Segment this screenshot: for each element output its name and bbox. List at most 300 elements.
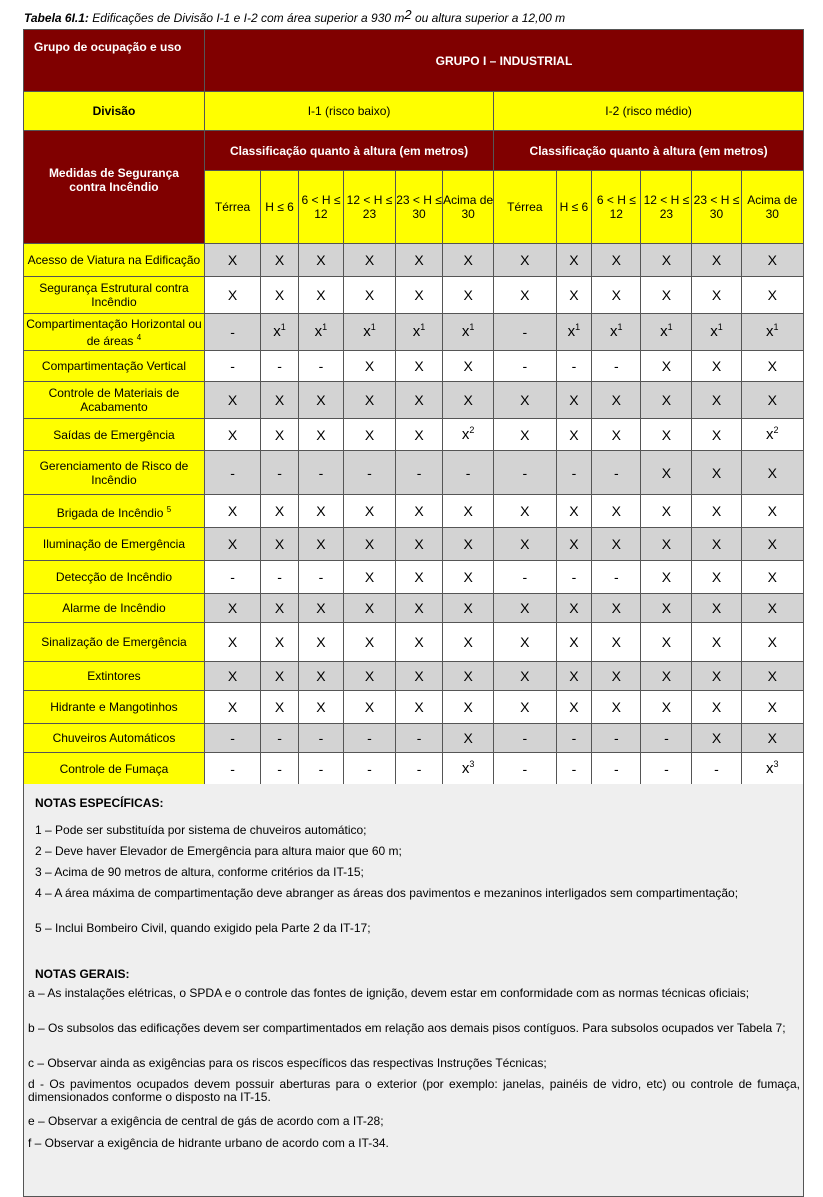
table-row	[24, 351, 804, 382]
cell-value: X	[443, 724, 494, 753]
cell-mark: x	[363, 323, 371, 340]
table-row	[24, 451, 804, 495]
cell-value: -	[556, 351, 592, 382]
cell-value: X	[692, 451, 741, 495]
cell-value: X	[343, 561, 395, 594]
height-class-i1-3: 12 < H ≤ 23	[343, 171, 395, 244]
cell-value: X	[692, 382, 741, 419]
cell-value: X	[443, 244, 494, 277]
cell-value: -	[556, 724, 592, 753]
cell-value: X	[641, 623, 692, 662]
cell-value: X	[204, 623, 260, 662]
cell-value: X	[741, 528, 803, 561]
cell-mark: x	[461, 760, 470, 777]
cell-value: X	[443, 691, 494, 724]
caption-tail: ou altura superior a 12,00 m	[411, 11, 566, 25]
cell-value: -	[261, 351, 299, 382]
cell-value: X	[261, 277, 299, 314]
cell-value: -	[494, 753, 556, 786]
cell-value	[592, 314, 641, 351]
cell-value: X	[443, 528, 494, 561]
cell-value: X	[204, 594, 260, 623]
cell-value: -	[204, 451, 260, 495]
cell-value: X	[396, 623, 443, 662]
cell-value: X	[343, 244, 395, 277]
cell-value	[556, 314, 592, 351]
cell-value: X	[298, 382, 343, 419]
row-label	[24, 314, 205, 351]
height-class-i2-1: H ≤ 6	[556, 171, 592, 244]
row-label-text: Alarme de Incêndio	[62, 601, 166, 615]
cell-value: X	[204, 277, 260, 314]
cell-value: -	[396, 753, 443, 786]
cell-value: X	[592, 277, 641, 314]
cell-value	[443, 753, 494, 786]
cell-value: X	[592, 691, 641, 724]
cell-value: -	[261, 561, 299, 594]
row-label	[24, 528, 205, 561]
cell-value: X	[556, 277, 592, 314]
cell-value: X	[592, 528, 641, 561]
cell-footnote: 1	[717, 322, 723, 332]
cell-value: -	[261, 451, 299, 495]
table-row	[24, 623, 804, 662]
cell-value: X	[494, 662, 556, 691]
cell-mark: x	[273, 323, 281, 340]
row-label-text: Compartimentação Vertical	[41, 359, 186, 373]
cell-footnote: 1	[370, 322, 376, 332]
row-label-footnote: 4	[136, 332, 142, 342]
cell-footnote: 3	[469, 759, 475, 769]
row-label-text: Compartimentação Horizontal ou de áreas	[26, 316, 202, 348]
cell-value: X	[592, 382, 641, 419]
cell-value: X	[298, 419, 343, 451]
cell-value: X	[396, 382, 443, 419]
divisao-label: Divisão	[24, 92, 205, 131]
cell-value: -	[592, 724, 641, 753]
notas-especificas-title: NOTAS ESPECÍFICAS:	[35, 796, 164, 810]
nota-geral-f: f – Observar a exigência de hidrante urbano de acordo com a IT-34.	[28, 1136, 389, 1150]
cell-value: -	[298, 561, 343, 594]
cell-value: -	[204, 314, 260, 351]
cell-value: X	[298, 691, 343, 724]
row-label	[24, 561, 205, 594]
cell-value: X	[556, 495, 592, 528]
cell-value: X	[396, 594, 443, 623]
cell-value	[443, 419, 494, 451]
cell-footnote: 1	[420, 322, 426, 332]
notas-gerais-title: NOTAS GERAIS:	[35, 967, 130, 981]
nota-especifica-2: 2 – Deve haver Elevador de Emergência para altura maior que 60 m;	[35, 844, 402, 858]
cell-value: X	[204, 419, 260, 451]
cell-value: X	[343, 594, 395, 623]
cell-value: X	[343, 351, 395, 382]
row-label-text: Detecção de Incêndio	[55, 570, 172, 584]
cell-value: -	[592, 351, 641, 382]
grupo-value: GRUPO I – INDUSTRIAL	[204, 30, 803, 92]
row-label	[24, 419, 205, 451]
row-label	[24, 451, 205, 495]
caption-text: Edificações de Divisão I-1 e I-2 com área superior a 930 m	[92, 11, 405, 25]
row-label	[24, 662, 205, 691]
cell-value: X	[741, 724, 803, 753]
cell-value: X	[443, 382, 494, 419]
cell-value: X	[343, 277, 395, 314]
row-label	[24, 753, 205, 786]
row-label	[24, 724, 205, 753]
cell-value: X	[556, 594, 592, 623]
nota-especifica-3: 3 – Acima de 90 metros de altura, conforme critérios da IT-15;	[35, 865, 364, 879]
cell-footnote: 1	[322, 322, 328, 332]
height-class-i1-4: 23 < H ≤ 30	[396, 171, 443, 244]
cell-value: X	[592, 495, 641, 528]
cell-value: X	[641, 382, 692, 419]
cell-value: X	[443, 662, 494, 691]
cell-value: X	[204, 382, 260, 419]
cell-value: X	[261, 623, 299, 662]
cell-value: X	[592, 244, 641, 277]
cell-value: -	[556, 451, 592, 495]
height-class-i1-1: H ≤ 6	[261, 171, 299, 244]
cell-footnote: 2	[773, 424, 779, 435]
cell-mark: x	[660, 323, 668, 340]
cell-value	[641, 314, 692, 351]
cell-value: -	[204, 753, 260, 786]
cell-value: X	[204, 495, 260, 528]
height-class-i2-2: 6 < H ≤ 12	[592, 171, 641, 244]
cell-value: X	[592, 419, 641, 451]
cell-value: X	[641, 451, 692, 495]
row-label-text: Acesso de Viatura na Edificação	[27, 253, 201, 267]
cell-value: X	[641, 691, 692, 724]
division-i2: I-2 (risco médio)	[494, 92, 804, 131]
nota-especifica-1: 1 – Pode ser substituída por sistema de chuveiros automático;	[35, 823, 367, 837]
height-class-i1-0: Térrea	[204, 171, 260, 244]
nota-geral-b: b – Os subsolos das edificações devem ser compartimentados em relação aos demais pisos contíguos. Para subsolos ocupados ver Tabela 7;	[28, 1021, 786, 1035]
table-row	[24, 662, 804, 691]
cell-mark: x	[461, 425, 470, 443]
cell-mark: x	[314, 323, 323, 340]
cell-value: X	[692, 277, 741, 314]
row-label-text: Controle de Fumaça	[59, 762, 169, 776]
cell-value: X	[396, 351, 443, 382]
cell-value: X	[343, 495, 395, 528]
nota-geral-a: a – As instalações elétricas, o SPDA e o controle das fontes de ignição, devem estar em conformidade com as normas técnicas oficiais;	[28, 986, 750, 1000]
height-class-i2-4: 23 < H ≤ 30	[692, 171, 741, 244]
cell-value: X	[298, 623, 343, 662]
cell-value: X	[343, 691, 395, 724]
row-label	[24, 691, 205, 724]
row-label	[24, 495, 205, 528]
cell-value: X	[396, 691, 443, 724]
cell-value: X	[556, 382, 592, 419]
cell-mark: x	[567, 323, 576, 340]
cell-value: X	[692, 724, 741, 753]
row-label-text: Controle de Materiais de Acabamento	[48, 386, 180, 414]
cell-value: X	[494, 277, 556, 314]
row-label-text: Saídas de Emergência	[53, 427, 175, 442]
cell-value: -	[396, 451, 443, 495]
cell-value	[741, 314, 803, 351]
cell-value: X	[204, 528, 260, 561]
table-row	[24, 495, 804, 528]
cell-value: X	[261, 382, 299, 419]
cell-value	[692, 314, 741, 351]
table-row	[24, 594, 804, 623]
cell-value: X	[556, 419, 592, 451]
cell-value: X	[261, 419, 299, 451]
cell-value: X	[641, 528, 692, 561]
cell-value: X	[556, 623, 592, 662]
cell-footnote: 1	[469, 322, 475, 332]
cell-value: X	[741, 277, 803, 314]
cell-value: -	[443, 451, 494, 495]
cell-value: X	[494, 244, 556, 277]
cell-mark: x	[412, 323, 421, 340]
cell-value: X	[494, 623, 556, 662]
height-class-i1-2: 6 < H ≤ 12	[298, 171, 343, 244]
cell-value: -	[298, 351, 343, 382]
cell-value: -	[494, 351, 556, 382]
cell-value	[443, 314, 494, 351]
requirements-table	[23, 29, 804, 786]
cell-value: X	[641, 662, 692, 691]
table-row	[24, 561, 804, 594]
cell-value: X	[261, 244, 299, 277]
cell-value: X	[641, 244, 692, 277]
cell-value: -	[556, 561, 592, 594]
row-label	[24, 244, 205, 277]
nota-especifica-4: 4 – A área máxima de compartimentação deve abranger as áreas dos pavimentos e mezaninos interligados sem compartimentação;	[35, 886, 739, 900]
cell-value: X	[396, 277, 443, 314]
cell-value: X	[396, 495, 443, 528]
cell-footnote: 2	[469, 424, 475, 435]
cell-value: -	[592, 561, 641, 594]
cell-value: -	[494, 451, 556, 495]
cell-value: -	[298, 753, 343, 786]
nota-geral-d: d - Os pavimentos ocupados devem possuir aberturas para o exterior (por exemplo: janelas, painéis de vidro, etc) ou controle de fumaça, dimensionados conforme o disposto na IT-15.	[28, 1077, 800, 1104]
cell-value: X	[343, 623, 395, 662]
grupo-label: Grupo de ocupação e uso	[24, 30, 205, 92]
height-class-i1-5: Acima de 30	[443, 171, 494, 244]
cell-mark: x	[610, 323, 618, 340]
cell-value: X	[343, 528, 395, 561]
cell-value: X	[494, 528, 556, 561]
cell-value: X	[741, 691, 803, 724]
cell-value: -	[298, 451, 343, 495]
notes-section	[23, 784, 804, 1197]
cell-value: X	[298, 594, 343, 623]
table-caption	[24, 7, 566, 25]
nota-geral-c: c – Observar ainda as exigências para os riscos específicos das respectivas Instruções Técnicas;	[28, 1056, 547, 1070]
cell-value: X	[692, 495, 741, 528]
row-label-text: Sinalização de Emergência	[41, 635, 187, 649]
cell-value: -	[592, 753, 641, 786]
cell-value: X	[641, 277, 692, 314]
cell-mark: x	[461, 323, 470, 340]
cell-footnote: 1	[667, 322, 673, 332]
cell-value: -	[261, 753, 299, 786]
height-class-i2-3: 12 < H ≤ 23	[641, 171, 692, 244]
cell-mark: x	[766, 323, 774, 340]
cell-value: X	[692, 623, 741, 662]
table-row	[24, 724, 804, 753]
cell-value: X	[556, 691, 592, 724]
caption-sup: 2	[404, 7, 412, 22]
height-class-i2-0: Térrea	[494, 171, 556, 244]
cell-value: X	[641, 594, 692, 623]
cell-value	[741, 753, 803, 786]
cell-value: X	[298, 662, 343, 691]
cell-value: -	[343, 451, 395, 495]
cell-value: X	[443, 277, 494, 314]
cell-value: X	[741, 561, 803, 594]
row-label-footnote: 5	[166, 504, 172, 514]
cell-value: X	[641, 351, 692, 382]
cell-footnote: 3	[773, 759, 779, 769]
table-row	[24, 382, 804, 419]
row-label-text: Brigada de Incêndio	[56, 505, 164, 520]
cell-mark: x	[766, 760, 774, 777]
cell-value: X	[443, 495, 494, 528]
cell-value: X	[261, 594, 299, 623]
cell-value: -	[641, 753, 692, 786]
nota-geral-e: e – Observar a exigência de central de gás de acordo com a IT-28;	[28, 1114, 384, 1128]
cell-value: X	[741, 623, 803, 662]
cell-value: -	[204, 351, 260, 382]
caption-label: Tabela 6I.1:	[24, 11, 89, 25]
cell-value: X	[443, 594, 494, 623]
cell-value: X	[556, 528, 592, 561]
cell-value: X	[204, 691, 260, 724]
cell-value: X	[692, 594, 741, 623]
cell-value: X	[494, 594, 556, 623]
table-row	[24, 691, 804, 724]
cell-value: X	[692, 528, 741, 561]
medidas-label: Medidas de Segurança contra Incêndio	[24, 131, 205, 244]
cell-value: X	[343, 382, 395, 419]
cell-value: X	[396, 419, 443, 451]
row-label-text: Gerenciamento de Risco de Incêndio	[39, 458, 189, 487]
cell-value: X	[494, 495, 556, 528]
cell-value: -	[343, 753, 395, 786]
row-label-text: Segurança Estrutural contra Incêndio	[39, 281, 189, 309]
table-row	[24, 753, 804, 786]
cell-value: X	[443, 351, 494, 382]
cell-value: -	[261, 724, 299, 753]
table-row	[24, 314, 804, 351]
cell-value: X	[692, 561, 741, 594]
cell-value: X	[641, 561, 692, 594]
row-label-text: Extintores	[87, 669, 141, 683]
cell-value: X	[741, 495, 803, 528]
cell-value: X	[741, 662, 803, 691]
cell-value: X	[261, 528, 299, 561]
table-row	[24, 528, 804, 561]
row-label	[24, 623, 205, 662]
cell-value: X	[592, 594, 641, 623]
cell-mark: x	[710, 323, 718, 340]
cell-value: X	[298, 528, 343, 561]
row-label-text: Iluminação de Emergência	[42, 537, 185, 551]
cell-value	[343, 314, 395, 351]
cell-footnote: 1	[617, 322, 623, 332]
cell-value: X	[396, 561, 443, 594]
cell-value: X	[556, 662, 592, 691]
cell-value: -	[396, 724, 443, 753]
cell-value: X	[396, 244, 443, 277]
cell-value: -	[692, 753, 741, 786]
cell-value: -	[641, 724, 692, 753]
table-row	[24, 419, 804, 451]
cell-value: X	[261, 495, 299, 528]
cell-value: X	[692, 244, 741, 277]
cell-value: X	[692, 419, 741, 451]
cell-value: -	[494, 314, 556, 351]
cell-value: X	[692, 351, 741, 382]
cell-value: X	[494, 419, 556, 451]
cell-value	[261, 314, 299, 351]
cell-footnote: 1	[773, 322, 779, 332]
cell-value	[741, 419, 803, 451]
cell-value: X	[592, 662, 641, 691]
cell-value: -	[343, 724, 395, 753]
nota-especifica-5: 5 – Inclui Bombeiro Civil, quando exigido pela Parte 2 da IT-17;	[35, 921, 371, 935]
cell-value: -	[592, 451, 641, 495]
cell-value: X	[741, 451, 803, 495]
cell-value: X	[641, 495, 692, 528]
cell-value: X	[741, 244, 803, 277]
cell-value: X	[592, 623, 641, 662]
cell-value: X	[741, 594, 803, 623]
cell-value: X	[741, 382, 803, 419]
cell-value: X	[298, 277, 343, 314]
cell-value: X	[556, 244, 592, 277]
cell-value: -	[298, 724, 343, 753]
cell-footnote: 1	[575, 322, 581, 332]
cell-value: X	[692, 662, 741, 691]
cell-value: X	[443, 623, 494, 662]
cell-value: -	[556, 753, 592, 786]
cell-value: X	[204, 662, 260, 691]
cell-value: X	[204, 244, 260, 277]
cell-value: X	[396, 662, 443, 691]
cell-value: X	[494, 691, 556, 724]
cell-value: -	[494, 724, 556, 753]
row-label-text: Hidrante e Mangotinhos	[50, 700, 178, 714]
row-label	[24, 594, 205, 623]
cell-value: X	[494, 382, 556, 419]
cell-value: X	[298, 244, 343, 277]
cell-value: X	[396, 528, 443, 561]
row-label	[24, 277, 205, 314]
cell-value: X	[443, 561, 494, 594]
cell-value: X	[261, 662, 299, 691]
cell-value: X	[741, 351, 803, 382]
cell-value: X	[343, 419, 395, 451]
cell-value: -	[204, 561, 260, 594]
cell-value: -	[494, 561, 556, 594]
cell-value	[298, 314, 343, 351]
row-label-text: Chuveiros Automáticos	[52, 731, 176, 745]
row-label	[24, 382, 205, 419]
height-class-i2-5: Acima de 30	[741, 171, 803, 244]
cell-mark: x	[766, 425, 774, 443]
classificacao-i1: Classificação quanto à altura (em metros)	[204, 131, 493, 171]
cell-value: X	[343, 662, 395, 691]
cell-footnote: 1	[280, 322, 286, 332]
cell-value	[396, 314, 443, 351]
